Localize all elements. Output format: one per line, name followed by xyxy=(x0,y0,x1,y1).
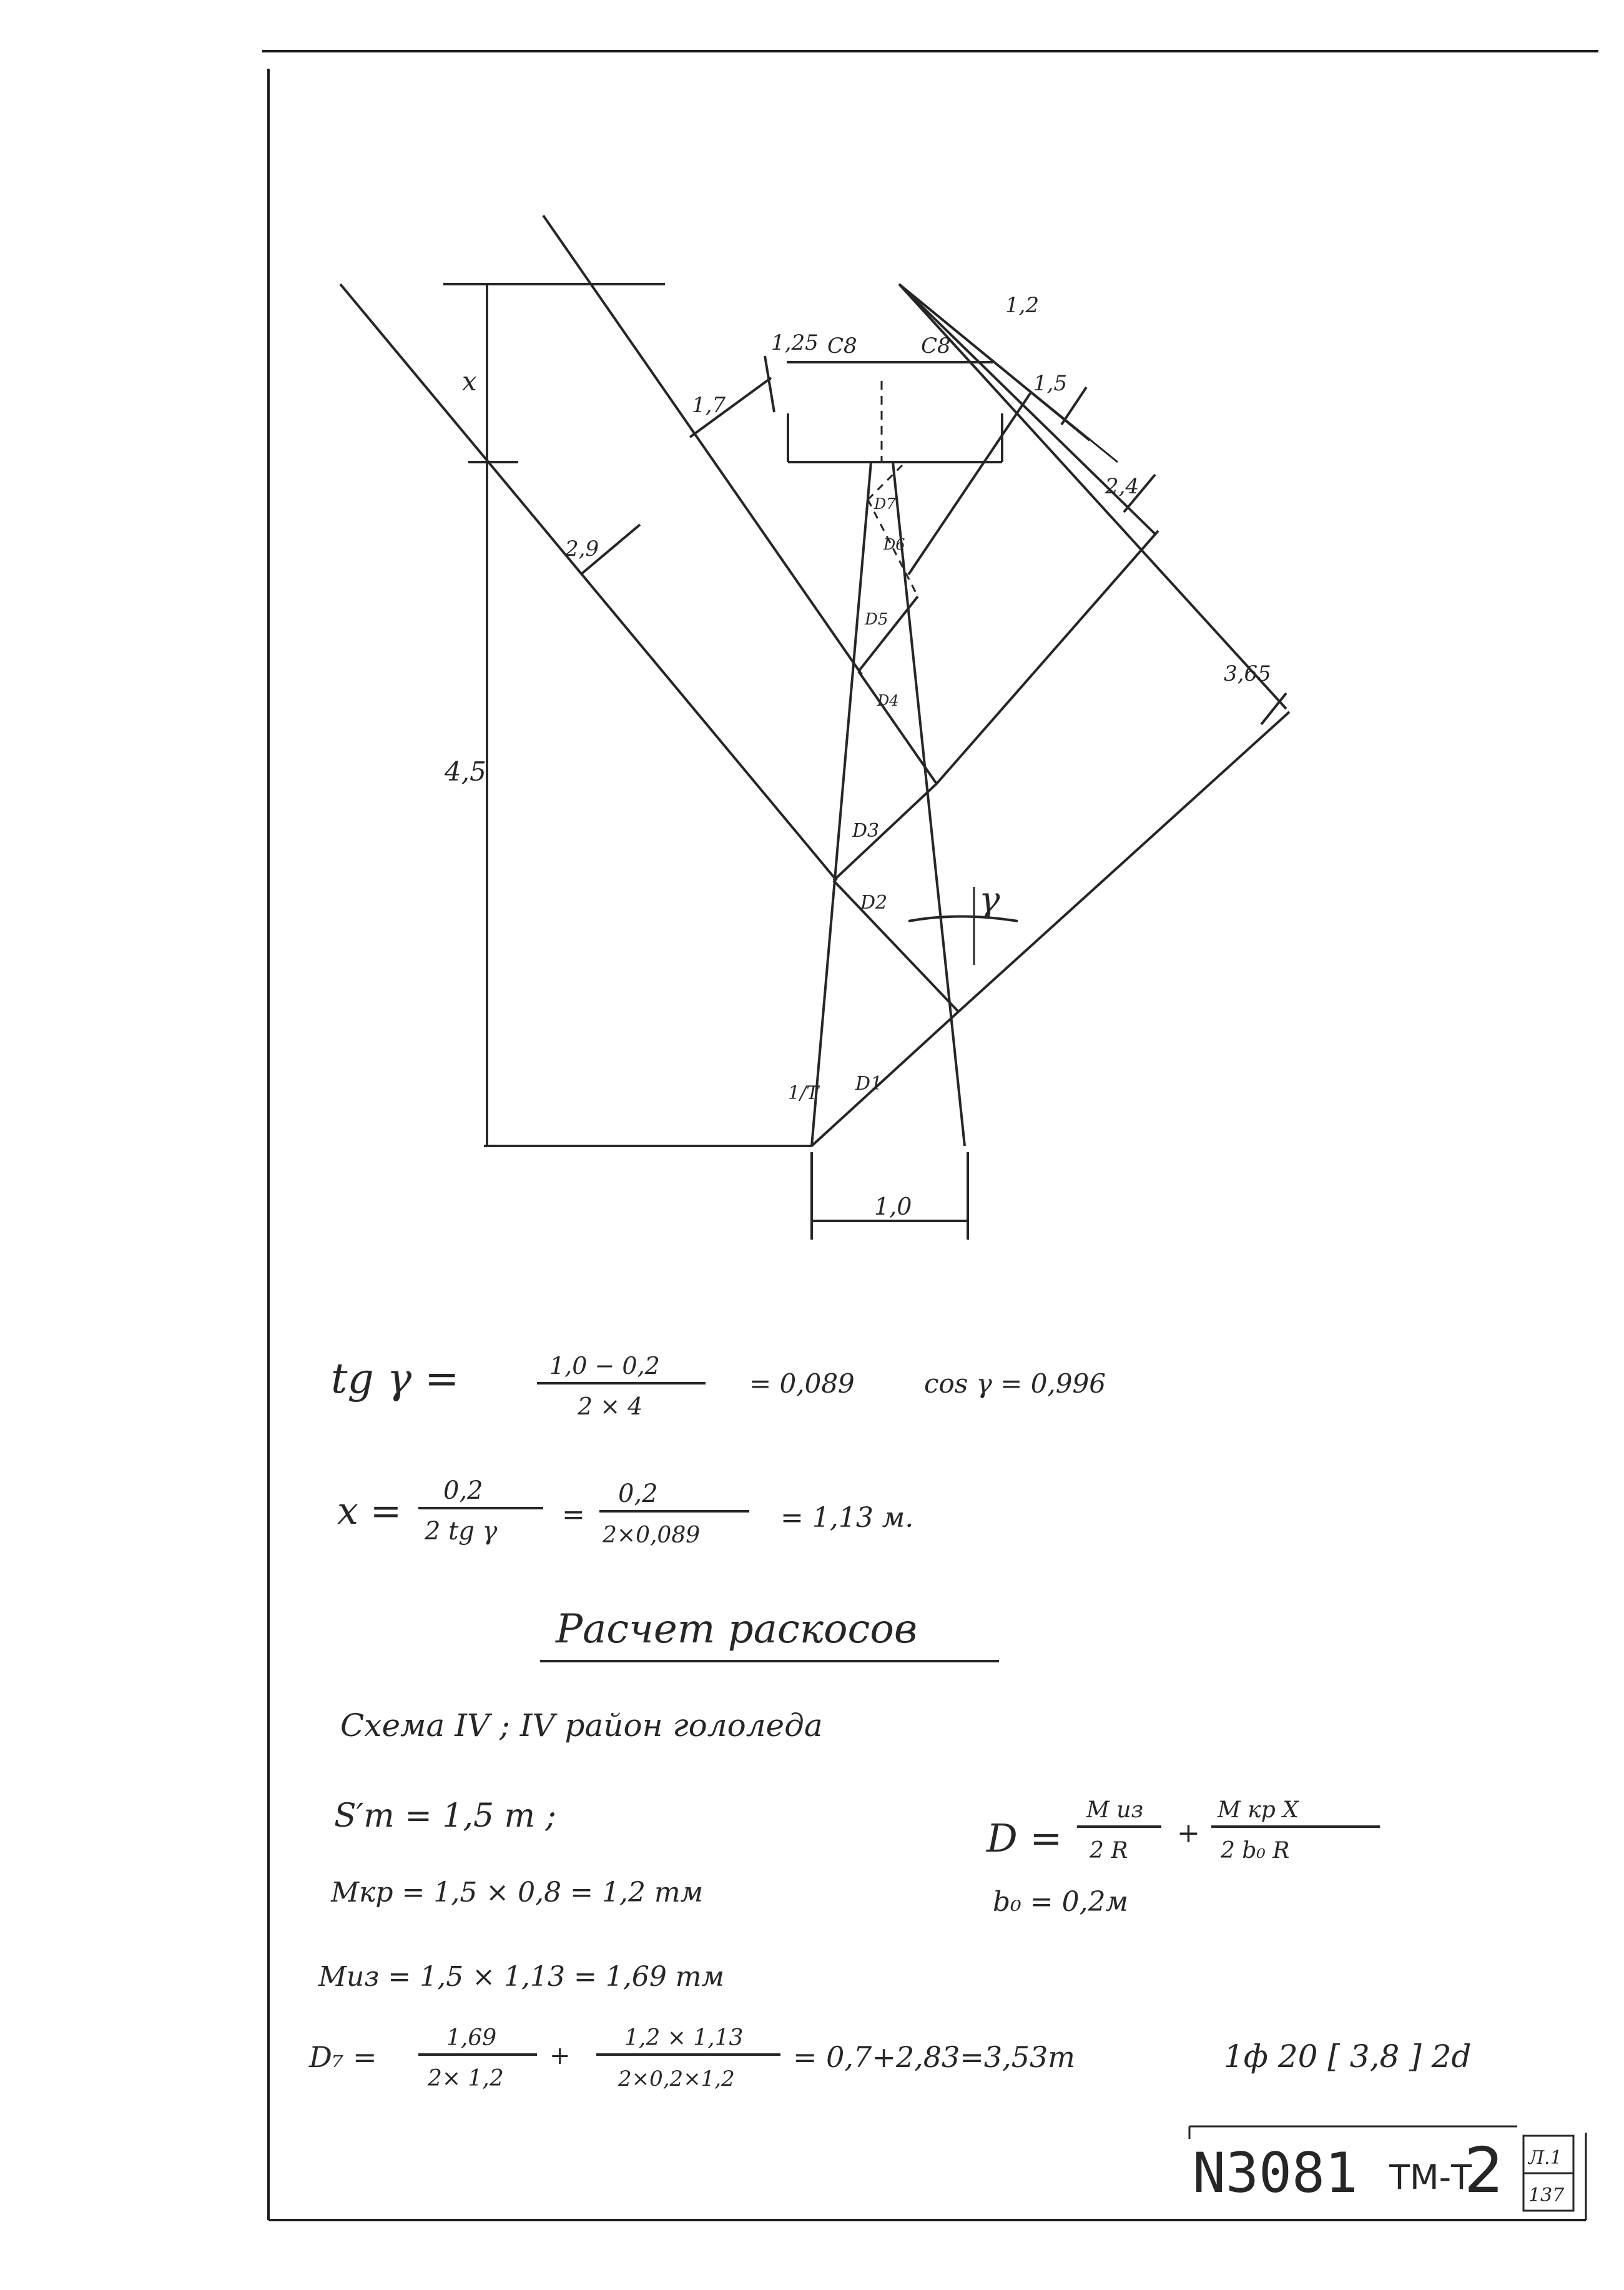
member-label-d4: D4 xyxy=(877,692,899,709)
tower-left-leg xyxy=(812,462,871,1146)
d-denominator-2: 2 b₀ R xyxy=(1221,1838,1290,1863)
member-label-d3: D3 xyxy=(852,820,880,842)
dim-label-29: 2,9 xyxy=(565,536,599,561)
gamma-arc xyxy=(908,917,1018,922)
stamp-number: 2 xyxy=(1464,2134,1504,2207)
d7-numerator-1: 1,69 xyxy=(446,2025,497,2051)
stamp-sheet-top: Л.1 xyxy=(1528,2147,1562,2169)
brace-d4 xyxy=(859,671,937,784)
member-label-d6: D6 xyxy=(883,536,905,553)
dim-125-tick xyxy=(765,356,774,412)
x-denominator-2: 2×0,089 xyxy=(603,1523,701,1548)
x-numerator-1: 0,2 xyxy=(443,1476,483,1505)
load-line-5 xyxy=(958,712,1289,1012)
b0-value: b₀ = 0,2м xyxy=(993,1886,1129,1918)
x-numerator-2: 0,2 xyxy=(618,1479,658,1508)
dim-label-24: 2,4 xyxy=(1105,474,1139,499)
dim-label-15: 1,5 xyxy=(1033,371,1068,396)
brace-d3 xyxy=(834,784,937,881)
d7-result: = 0,7+2,83=3,53т xyxy=(793,2040,1075,2074)
x-value: = 1,13 м. xyxy=(780,1502,914,1534)
d7-numerator-2: 1,2 × 1,13 xyxy=(624,2025,744,2051)
member-label-d7: D7 xyxy=(874,495,896,513)
dim-label-c8-right: C8 xyxy=(921,333,951,358)
dim-label-leg: 1/Т xyxy=(788,1082,819,1104)
x-eq: = xyxy=(562,1499,585,1531)
dim-label-45: 4,5 xyxy=(445,756,486,787)
d7-section: 1ф 20 [ 3,8 ] 2d xyxy=(1224,2038,1472,2075)
load-line-3 xyxy=(908,393,1030,575)
tg-gamma-formula xyxy=(331,1352,1106,1420)
dim-label-c8-left: C8 xyxy=(827,333,857,358)
brace-d1 xyxy=(812,1012,958,1146)
d-plus: + xyxy=(1177,1817,1200,1849)
member-label-d5: D5 xyxy=(865,610,888,629)
section-title: Расчет раскосов xyxy=(556,1606,918,1652)
tg-left: tg γ = xyxy=(331,1355,460,1403)
dim-label-gamma: γ xyxy=(979,880,1000,920)
stamp-series: ТМ-Т xyxy=(1389,2158,1472,2197)
section-title-group xyxy=(540,1606,999,1661)
x-left: x = xyxy=(337,1489,402,1533)
d7-denominator-2: 2×0,2×1,2 xyxy=(618,2066,735,2091)
d7-left: D₇ = xyxy=(309,2040,377,2074)
d-numerator-1: М из xyxy=(1086,1797,1144,1823)
scheme-text: Схема IV ; IV район гололеда xyxy=(340,1707,823,1744)
dim-label-17: 1,7 xyxy=(692,393,726,418)
dim-label-base: 1,0 xyxy=(874,1193,912,1220)
tower-right-leg xyxy=(893,462,965,1146)
tg-numerator: 1,0 − 0,2 xyxy=(549,1352,660,1379)
brace-d5 xyxy=(859,596,918,671)
x-formula xyxy=(337,1476,913,1548)
dim-label-x: x xyxy=(462,366,477,397)
dim-label-125: 1,25 xyxy=(771,330,819,355)
d7-denominator-1: 2× 1,2 xyxy=(428,2066,504,2091)
title-stamp xyxy=(1189,2126,1573,2211)
member-label-d2: D2 xyxy=(860,892,888,914)
converging-line-3 xyxy=(899,284,1286,709)
load-line-1 xyxy=(340,284,837,881)
x-denominator-1: 2 tg γ xyxy=(425,1517,498,1546)
d7-plus: + xyxy=(549,2041,571,2070)
member-label-d1: D1 xyxy=(855,1073,883,1095)
tg-denominator: 2 × 4 xyxy=(578,1393,643,1420)
d-denominator-1: 2 R xyxy=(1090,1838,1128,1863)
d-left: D = xyxy=(987,1815,1063,1861)
d-numerator-2: М кр X xyxy=(1218,1797,1299,1823)
mkr-value: Мкр = 1,5 × 0,8 = 1,2 тм xyxy=(331,1877,704,1908)
st-value: S′т = 1,5 т ; xyxy=(334,1797,556,1835)
stamp-sheet-bottom: 137 xyxy=(1528,2184,1565,2206)
dim-label-12: 1,2 xyxy=(1005,293,1040,318)
load-line-4 xyxy=(937,531,1158,784)
dim-label-365: 3,65 xyxy=(1224,661,1271,686)
cos-value: cos γ = 0,996 xyxy=(924,1368,1106,1399)
miz-value: Миз = 1,5 × 1,13 = 1,69 тм xyxy=(318,1961,725,1993)
formulas xyxy=(308,1797,1471,2091)
stamp-code: N3081 xyxy=(1193,2141,1358,2205)
tg-value: = 0,089 xyxy=(749,1368,855,1399)
